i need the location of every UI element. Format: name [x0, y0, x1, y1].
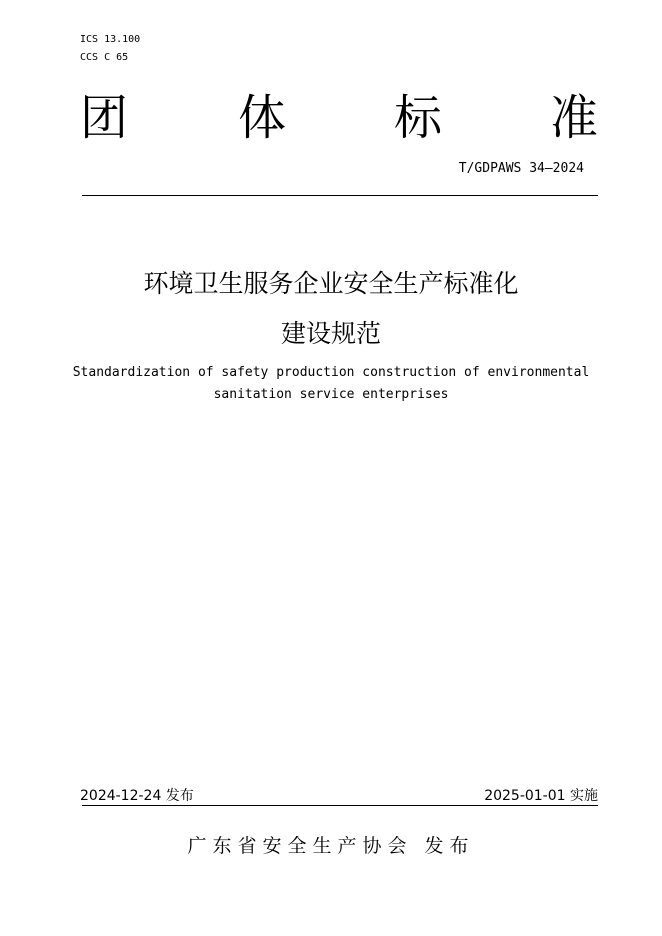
english-title-line-2: sanitation service enterprises — [213, 387, 449, 402]
header-divider — [82, 195, 598, 196]
implement-date: 2025-01-01 实施 — [484, 788, 598, 804]
publisher: 广东省安全生产协会 发布 — [187, 835, 475, 857]
english-title-line-1: Standardization of safety production construction of environmental — [72, 365, 590, 380]
category-char-1: 团 — [80, 90, 129, 146]
standard-number: T/GDPAWS 34—2024 — [458, 161, 584, 176]
ccs-code: CCS C 65 — [80, 52, 129, 63]
title-line-1: 环境卫生服务企业安全生产标准化 — [143, 269, 519, 298]
category-char-3: 标 — [394, 90, 443, 146]
publish-date: 2024-12-24 发布 — [80, 788, 194, 804]
title-line-2: 建设规范 — [280, 319, 381, 348]
category-char-2: 体 — [238, 90, 287, 146]
footer-divider — [82, 805, 598, 806]
category-char-4: 准 — [550, 90, 599, 146]
ics-code: ICS 13.100 — [80, 34, 141, 45]
